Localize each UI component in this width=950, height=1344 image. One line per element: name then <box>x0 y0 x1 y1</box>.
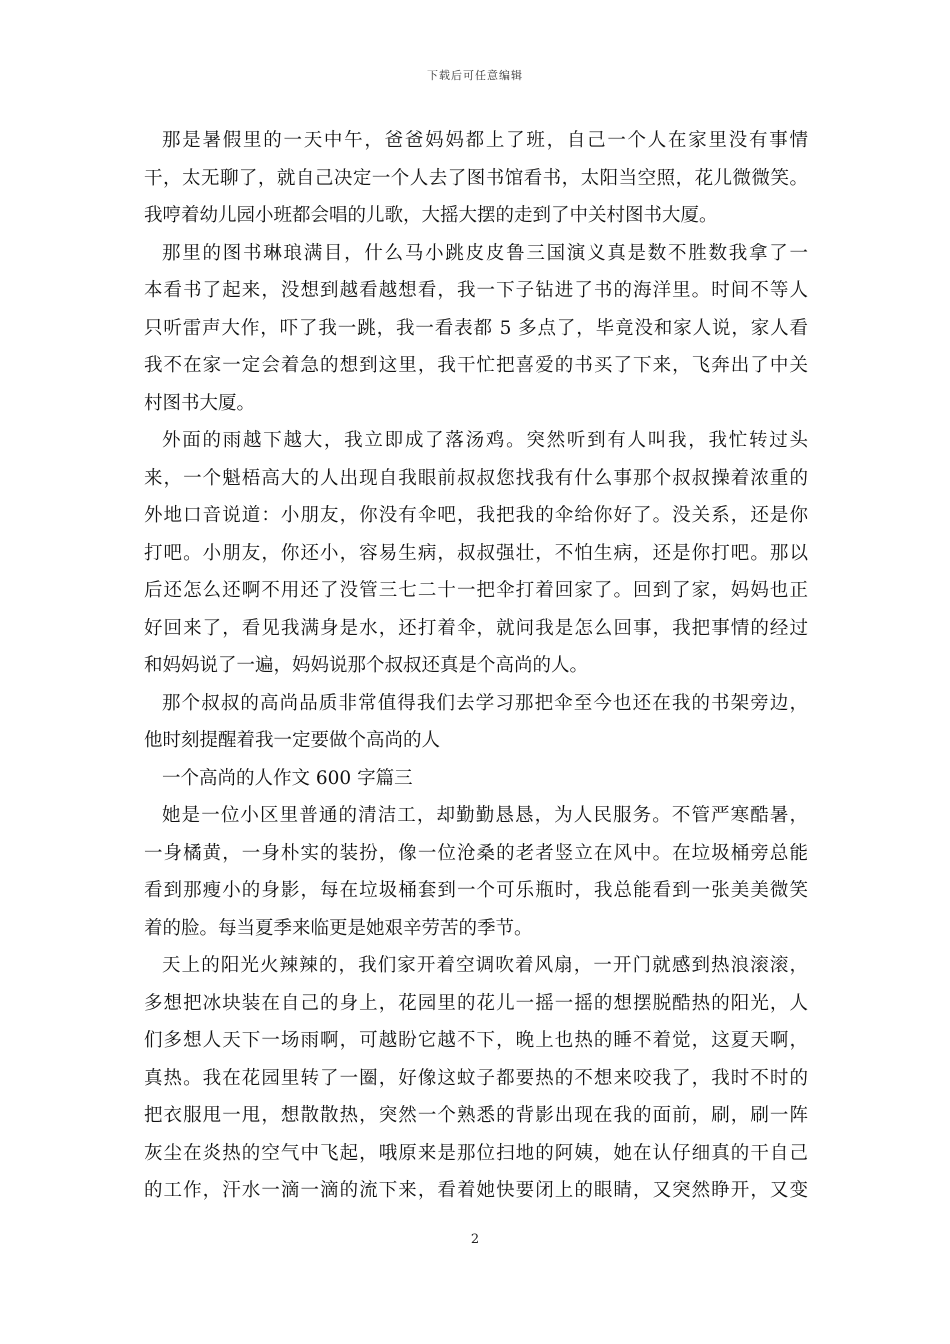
text-line: 我哼着幼儿园小班都会唱的儿歌，大摇大摆的走到了中关村图书大厦。 <box>144 205 718 226</box>
text-line: 她是一位小区里普通的清洁工，却勤勤恳恳，为人民服务。不管严寒酷暑， <box>162 805 808 826</box>
text-line: 外地口音说道：小朋友，你没有伞吧，我把我的伞给你好了。没关系，还是你 <box>144 505 808 526</box>
text-line: 本看书了起来，没想到越看越想看，我一下子钻进了书的海洋里。时间不等人 <box>144 280 808 301</box>
text-line: 好回来了，看见我满身是水，还打着伞，就问我是怎么回事，我把事情的经过 <box>144 617 808 639</box>
text-line: 村图书大厦。 <box>144 392 256 414</box>
page-number: 2 <box>470 1232 480 1247</box>
text-line: 的工作，汗水一滴一滴的流下来，看着她快要闭上的眼睛，又突然睁开，又变 <box>144 1180 808 1201</box>
text-line: 只听雷声大作，吓了我一跳，我一看表都 5 多点了，毕竟没和家人说，家人看 <box>144 317 808 339</box>
text-line: 们多想人天下一场雨啊，可越盼它越不下，晚上也热的睡不着觉，这夏天啊， <box>144 1030 808 1051</box>
text-line: 和妈妈说了一遍，妈妈说那个叔叔还真是个高尚的人。 <box>144 655 589 676</box>
text-line: 一身橘黄，一身朴实的装扮，像一位沧桑的老者竖立在风中。在垃圾桶旁总能 <box>144 842 808 864</box>
text-line: 我不在家一定会着急的想到这里，我干忙把喜爱的书买了下来，飞奔出了中关 <box>144 355 808 376</box>
text-line: 来，一个魁梧高大的人出现自我眼前叔叔您找我有什么事那个叔叔操着浓重的 <box>144 467 808 489</box>
text-line: 天上的阳光火辣辣的，我们家开着空调吹着风扇，一开门就感到热浪滚滚， <box>162 955 808 976</box>
text-line: 他时刻提醒着我一定要做个高尚的人 <box>144 730 441 751</box>
document-body <box>144 122 808 1210</box>
text-line: 外面的雨越下越大，我立即成了落汤鸡。突然听到有人叫我，我忙转过头 <box>162 430 808 451</box>
text-line: 那里的图书琳琅满目，什么马小跳皮皮鲁三国演义真是数不胜数我拿了一 <box>162 242 808 264</box>
text-line: 着的脸。每当夏季来临更是她艰辛劳苦的季节。 <box>144 917 533 939</box>
text-line: 多想把冰块装在自己的身上，花园里的花儿一摇一摇的想摆脱酷热的阳光，人 <box>144 992 808 1014</box>
text-line: 灰尘在炎热的空气中飞起，哦原来是那位扫地的阿姨，她在认仔细真的干自己 <box>144 1142 808 1164</box>
text-line: 打吧。小朋友，你还小，容易生病，叔叔强壮，不怕生病，还是你打吧。那以 <box>144 542 808 564</box>
text-line: 后还怎么还啊不用还了没管三七二十一把伞打着回家了。回到了家，妈妈也正 <box>144 580 808 601</box>
text-line: 把衣服甩一甩，想散散热，突然一个熟悉的背影出现在我的面前，刷，刷一阵 <box>144 1105 808 1126</box>
text-line: 一个高尚的人作文 600 字篇三 <box>162 767 413 789</box>
text-line: 那是暑假里的一天中午，爸爸妈妈都上了班，自己一个人在家里没有事情 <box>162 130 808 151</box>
text-line: 看到那瘦小的身影，每在垃圾桶套到一个可乐瓶时，我总能看到一张美美微笑 <box>144 880 808 901</box>
page-header: 下载后可任意编辑 <box>427 69 523 82</box>
text-line: 真热。我在花园里转了一圈，好像这蚊子都要热的不想来咬我了，我时不时的 <box>144 1067 808 1089</box>
text-line: 那个叔叔的高尚品质非常值得我们去学习那把伞至今也还在我的书架旁边， <box>162 692 808 714</box>
text-line: 干，太无聊了，就自己决定一个人去了图书馆看书，太阳当空照，花儿微微笑。 <box>144 167 808 189</box>
